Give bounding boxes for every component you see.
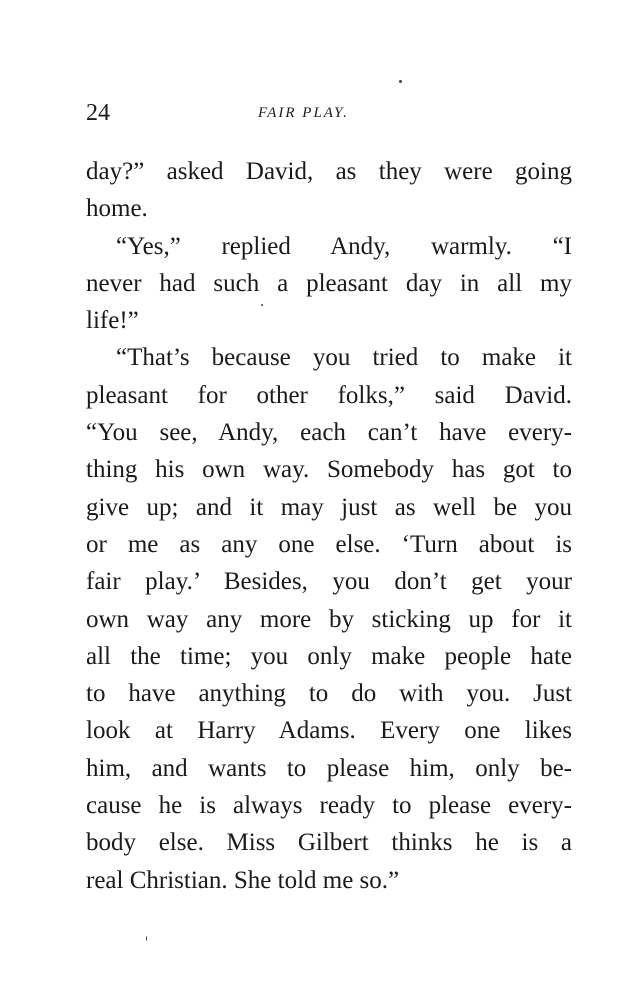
running-head: FAIR PLAY. (258, 105, 349, 121)
text-line: cause he is always ready to please every- (86, 792, 572, 820)
text-line: “That’s because you tried to make it (116, 344, 572, 372)
body-text (86, 153, 572, 899)
text-line: pleasant for other folks,” said David. (86, 381, 572, 409)
text-line: body else. Miss Gilbert thinks he is a (86, 829, 572, 857)
text-line: or me as any one else. ‘Turn about is (86, 530, 572, 558)
text-line: him, and wants to please him, only be- (86, 754, 572, 782)
text-line: fair play.’ Besides, you don’t get your (86, 568, 572, 596)
text-line: life!” (86, 307, 139, 335)
text-line: own way any more by sticking up for it (86, 605, 572, 633)
text-line: to have anything to do with you. Just (86, 680, 572, 708)
text-line: “You see, Andy, each can’t have every- (86, 419, 572, 447)
text-line: real Christian. She told me so.” (86, 866, 400, 894)
text-line: thing his own way. Somebody has got to (86, 456, 572, 484)
text-line: day?” asked David, as they were going (86, 158, 572, 185)
text-line: all the time; you only make people hate (86, 642, 572, 670)
page-number: 24 (86, 100, 110, 126)
ink-speck (146, 936, 147, 941)
text-line: give up; and it may just as well be you (86, 493, 572, 521)
text-line: “Yes,” replied Andy, warmly. “I (116, 232, 572, 260)
page-header (86, 98, 562, 128)
text-line: look at Harry Adams. Every one likes (86, 717, 572, 745)
text-line: never had such a pleasant day in all my (86, 269, 572, 297)
text-line: home. (86, 195, 148, 223)
ink-speck (399, 80, 402, 83)
